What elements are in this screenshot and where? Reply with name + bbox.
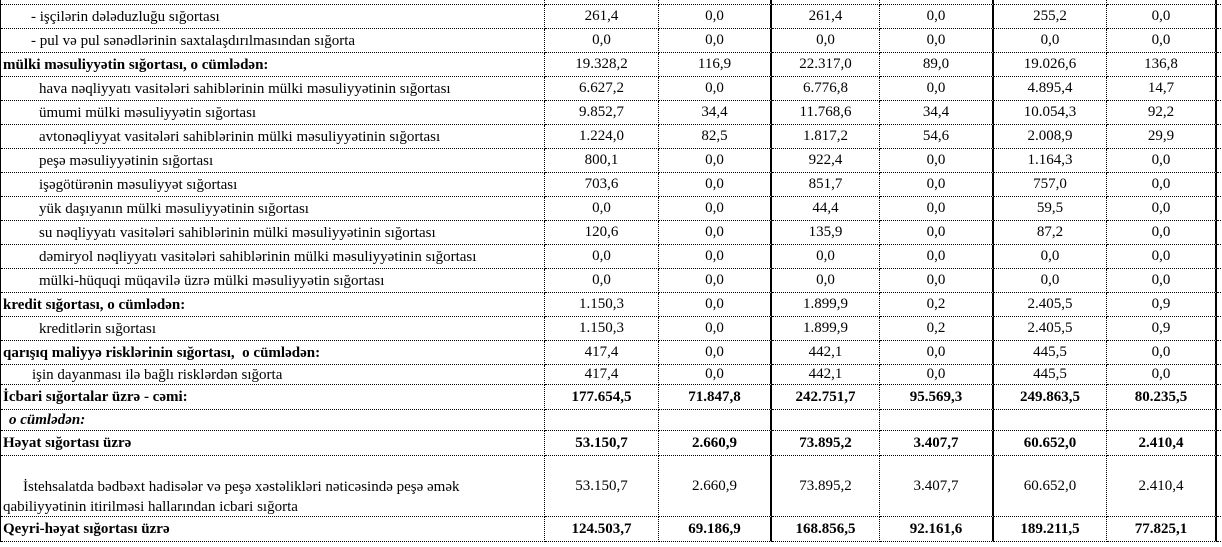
cell-value: 0,0	[1107, 5, 1217, 29]
table-row	[1, 517, 1222, 542]
cell-value: 703,6	[545, 173, 659, 197]
cell-value: 89,0	[880, 53, 994, 77]
cell-value: 3.407,7	[880, 456, 994, 517]
cell-value: 92,2	[1107, 101, 1217, 125]
table-row	[1, 341, 1222, 365]
cell-value: 0,9	[1107, 317, 1217, 341]
row-label: işəgötürənin məsuliyyət sığortası	[1, 173, 545, 197]
cell-value: 0,0	[659, 173, 772, 197]
cell-value: 442,1	[772, 365, 880, 385]
cell-value: 0,0	[659, 29, 772, 53]
cell-value: 189.211,5	[994, 517, 1107, 542]
cell-value: 69.186,9	[659, 517, 772, 542]
cell-value: 9.852,7	[545, 101, 659, 125]
cell-value: 71.847,8	[659, 385, 772, 410]
cell-value: 2.660,9	[659, 456, 772, 517]
table-edge-sliver	[1217, 365, 1222, 385]
table-row	[1, 5, 1222, 29]
table-row	[1, 269, 1222, 293]
cell-value: 1.899,9	[772, 293, 880, 317]
cell-value: 0,0	[880, 173, 994, 197]
cell-value: 0,0	[659, 293, 772, 317]
row-label: kredit sığortası, o cümlədən:	[1, 293, 545, 317]
row-label: su nəqliyyatı vasitələri sahiblərinin mülki məsuliyyətinin sığortası	[1, 221, 545, 245]
table-edge-sliver	[1217, 341, 1222, 365]
cell-value: 34,4	[880, 101, 994, 125]
table-row	[1, 431, 1222, 456]
table-edge-sliver	[1217, 5, 1222, 29]
cell-value: 59,5	[994, 197, 1107, 221]
cell-value: 851,7	[772, 173, 880, 197]
row-label: o cümlədən:	[1, 410, 545, 431]
cell-value: 168.856,5	[772, 517, 880, 542]
table-row	[1, 221, 1222, 245]
table-row	[1, 101, 1222, 125]
cell-value: 177.654,5	[545, 385, 659, 410]
cell-value	[545, 410, 659, 431]
table-edge-sliver	[1217, 29, 1222, 53]
table-edge-sliver	[1217, 456, 1222, 517]
table-row	[1, 197, 1222, 221]
cell-value: 0,0	[1107, 341, 1217, 365]
cell-value: 445,5	[994, 365, 1107, 385]
cell-value: 2.410,4	[1107, 431, 1217, 456]
table-edge-sliver	[1217, 173, 1222, 197]
cell-value: 261,4	[772, 5, 880, 29]
table-row	[1, 29, 1222, 53]
cell-value: 0,0	[659, 77, 772, 101]
cell-value: 1.150,3	[545, 317, 659, 341]
row-label: işin dayanması ilə bağlı risklərdən sığorta	[1, 365, 545, 385]
cell-value: 10.054,3	[994, 101, 1107, 125]
cell-value: 242.751,7	[772, 385, 880, 410]
table-row	[1, 173, 1222, 197]
table-row	[1, 77, 1222, 101]
cell-value: 53.150,7	[545, 431, 659, 456]
row-label: ümumi mülki məsuliyyətin sığortası	[1, 101, 545, 125]
cell-value: 0,0	[659, 245, 772, 269]
cell-value: 6.776,8	[772, 77, 880, 101]
cell-value: 95.569,3	[880, 385, 994, 410]
cell-value: 34,4	[659, 101, 772, 125]
cell-value: 249.863,5	[994, 385, 1107, 410]
cell-value: 0,0	[994, 269, 1107, 293]
row-label: hava nəqliyyatı vasitələri sahiblərinin mülki məsuliyyətinin sığortası	[1, 77, 545, 101]
table-edge-sliver	[1217, 431, 1222, 456]
cell-value: 0,0	[772, 29, 880, 53]
cell-value: 0,0	[1107, 29, 1217, 53]
cell-value: 442,1	[772, 341, 880, 365]
cell-value: 0,0	[545, 29, 659, 53]
table-edge-sliver	[1217, 385, 1222, 410]
table-row	[1, 365, 1222, 385]
table-row	[1, 456, 1222, 517]
cell-value: 0,0	[880, 245, 994, 269]
table-row	[1, 410, 1222, 431]
cell-value: 4.895,4	[994, 77, 1107, 101]
cell-value: 0,0	[880, 221, 994, 245]
cell-value	[659, 410, 772, 431]
cell-value: 73.895,2	[772, 431, 880, 456]
cell-value: 80.235,5	[1107, 385, 1217, 410]
cell-value: 0,0	[1107, 269, 1217, 293]
cell-value: 2.660,9	[659, 431, 772, 456]
row-label: peşə məsuliyyətinin sığortası	[1, 149, 545, 173]
cell-value: 0,0	[659, 149, 772, 173]
row-label: - işçilərin dələduzluğu sığortası	[1, 5, 545, 29]
cell-value: 0,9	[1107, 293, 1217, 317]
cell-value: 0,0	[659, 365, 772, 385]
cell-value: 0,0	[772, 245, 880, 269]
insurance-table-body	[1, 5, 1222, 542]
cell-value: 2.405,5	[994, 293, 1107, 317]
table-row	[1, 293, 1222, 317]
cell-value: 0,0	[880, 149, 994, 173]
cell-value: 3.407,7	[880, 431, 994, 456]
cell-value: 0,0	[545, 269, 659, 293]
table-row	[1, 317, 1222, 341]
cell-value: 417,4	[545, 341, 659, 365]
row-label: dəmiryol nəqliyyatı vasitələri sahiblərinin mülki məsuliyyətinin sığortası	[1, 245, 545, 269]
cell-value: 0,0	[659, 317, 772, 341]
table-edge-sliver	[1217, 317, 1222, 341]
cell-value	[994, 410, 1107, 431]
cell-value: 29,9	[1107, 125, 1217, 149]
table-edge-sliver	[1217, 53, 1222, 77]
cell-value: 1.150,3	[545, 293, 659, 317]
cell-value: 60.652,0	[994, 431, 1107, 456]
cell-value: 922,4	[772, 149, 880, 173]
cell-value: 0,0	[880, 5, 994, 29]
cell-value: 261,4	[545, 5, 659, 29]
cell-value: 2.405,5	[994, 317, 1107, 341]
cell-value: 1.899,9	[772, 317, 880, 341]
cell-value: 0,0	[545, 245, 659, 269]
cell-value: 0,0	[880, 269, 994, 293]
cell-value: 44,4	[772, 197, 880, 221]
row-label: - pul və pul sənədlərinin saxtalaşdırılmasından sığorta	[1, 29, 545, 53]
row-label: Qeyri-həyat sığortası üzrə	[1, 517, 545, 542]
table-edge-sliver	[1217, 410, 1222, 431]
table-edge-sliver	[1217, 77, 1222, 101]
cell-value: 19.026,6	[994, 53, 1107, 77]
cell-value: 0,2	[880, 317, 994, 341]
cell-value: 60.652,0	[994, 456, 1107, 517]
table-edge-sliver	[1217, 149, 1222, 173]
cell-value: 11.768,6	[772, 101, 880, 125]
table-edge-sliver	[1217, 245, 1222, 269]
row-label: İstehsalatda bədbəxt hadisələr və peşə xəstəlikləri nəticəsində peşə əmək qabiliyyətinin itirilməsi hallarından icbari sığorta	[1, 456, 545, 517]
cell-value: 0,0	[1107, 221, 1217, 245]
cell-value: 0,0	[1107, 245, 1217, 269]
table-row	[1, 53, 1222, 77]
cell-value: 82,5	[659, 125, 772, 149]
cell-value: 6.627,2	[545, 77, 659, 101]
table-edge-sliver	[1217, 517, 1222, 542]
cell-value: 77.825,1	[1107, 517, 1217, 542]
cell-value: 1.164,3	[994, 149, 1107, 173]
cell-value: 0,0	[659, 5, 772, 29]
cell-value: 0,0	[880, 365, 994, 385]
cell-value: 0,0	[545, 197, 659, 221]
table-edge-sliver	[1217, 125, 1222, 149]
cell-value: 255,2	[994, 5, 1107, 29]
table-row	[1, 245, 1222, 269]
cell-value: 54,6	[880, 125, 994, 149]
cell-value: 2.008,9	[994, 125, 1107, 149]
cell-value: 19.328,2	[545, 53, 659, 77]
table-row	[1, 149, 1222, 173]
cell-value: 0,0	[880, 197, 994, 221]
row-label: avtonəqliyyat vasitələri sahiblərinin mülki məsuliyyətinin sığortası	[1, 125, 545, 149]
row-label: mülki-hüquqi müqavilə üzrə mülki məsuliyyətin sığortası	[1, 269, 545, 293]
table-row	[1, 125, 1222, 149]
cell-value: 1.224,0	[545, 125, 659, 149]
cell-value: 14,7	[1107, 77, 1217, 101]
cell-value: 757,0	[994, 173, 1107, 197]
cell-value: 135,9	[772, 221, 880, 245]
cell-value: 0,2	[880, 293, 994, 317]
table-edge-sliver	[1217, 101, 1222, 125]
cell-value: 445,5	[994, 341, 1107, 365]
cell-value: 0,0	[994, 29, 1107, 53]
cell-value	[772, 410, 880, 431]
row-label: kreditlərin sığortası	[1, 317, 545, 341]
cell-value: 2.410,4	[1107, 456, 1217, 517]
cell-value	[880, 410, 994, 431]
row-label: mülki məsuliyyətin sığortası, o cümlədən:	[1, 53, 545, 77]
cell-value: 0,0	[880, 77, 994, 101]
cell-value: 0,0	[1107, 197, 1217, 221]
cell-value: 87,2	[994, 221, 1107, 245]
cell-value: 92.161,6	[880, 517, 994, 542]
cell-value: 1.817,2	[772, 125, 880, 149]
cell-value: 0,0	[659, 221, 772, 245]
cell-value: 0,0	[994, 245, 1107, 269]
cell-value: 136,8	[1107, 53, 1217, 77]
cell-value: 417,4	[545, 365, 659, 385]
cell-value: 0,0	[880, 341, 994, 365]
row-label: qarışıq maliyyə risklərinin sığortası, o cümlədən:	[1, 341, 545, 365]
cell-value: 800,1	[545, 149, 659, 173]
cell-value: 120,6	[545, 221, 659, 245]
cell-value: 116,9	[659, 53, 772, 77]
cell-value: 0,0	[1107, 365, 1217, 385]
row-label: Həyat sığortası üzrə	[1, 431, 545, 456]
table-edge-sliver	[1217, 293, 1222, 317]
row-label: İcbari sığortalar üzrə - cəmi:	[1, 385, 545, 410]
cell-value: 0,0	[659, 269, 772, 293]
table-row	[1, 385, 1222, 410]
row-label: yük daşıyanın mülki məsuliyyətinin sığortası	[1, 197, 545, 221]
cell-value: 0,0	[772, 269, 880, 293]
cell-value: 0,0	[1107, 149, 1217, 173]
table-edge-sliver	[1217, 197, 1222, 221]
cell-value: 53.150,7	[545, 456, 659, 517]
cell-value: 0,0	[659, 197, 772, 221]
cell-value: 73.895,2	[772, 456, 880, 517]
cell-value: 22.317,0	[772, 53, 880, 77]
cell-value: 0,0	[1107, 173, 1217, 197]
cell-value	[1107, 410, 1217, 431]
table-edge-sliver	[1217, 269, 1222, 293]
cell-value: 0,0	[659, 341, 772, 365]
cell-value: 0,0	[880, 29, 994, 53]
cell-value: 124.503,7	[545, 517, 659, 542]
table-edge-sliver	[1217, 221, 1222, 245]
